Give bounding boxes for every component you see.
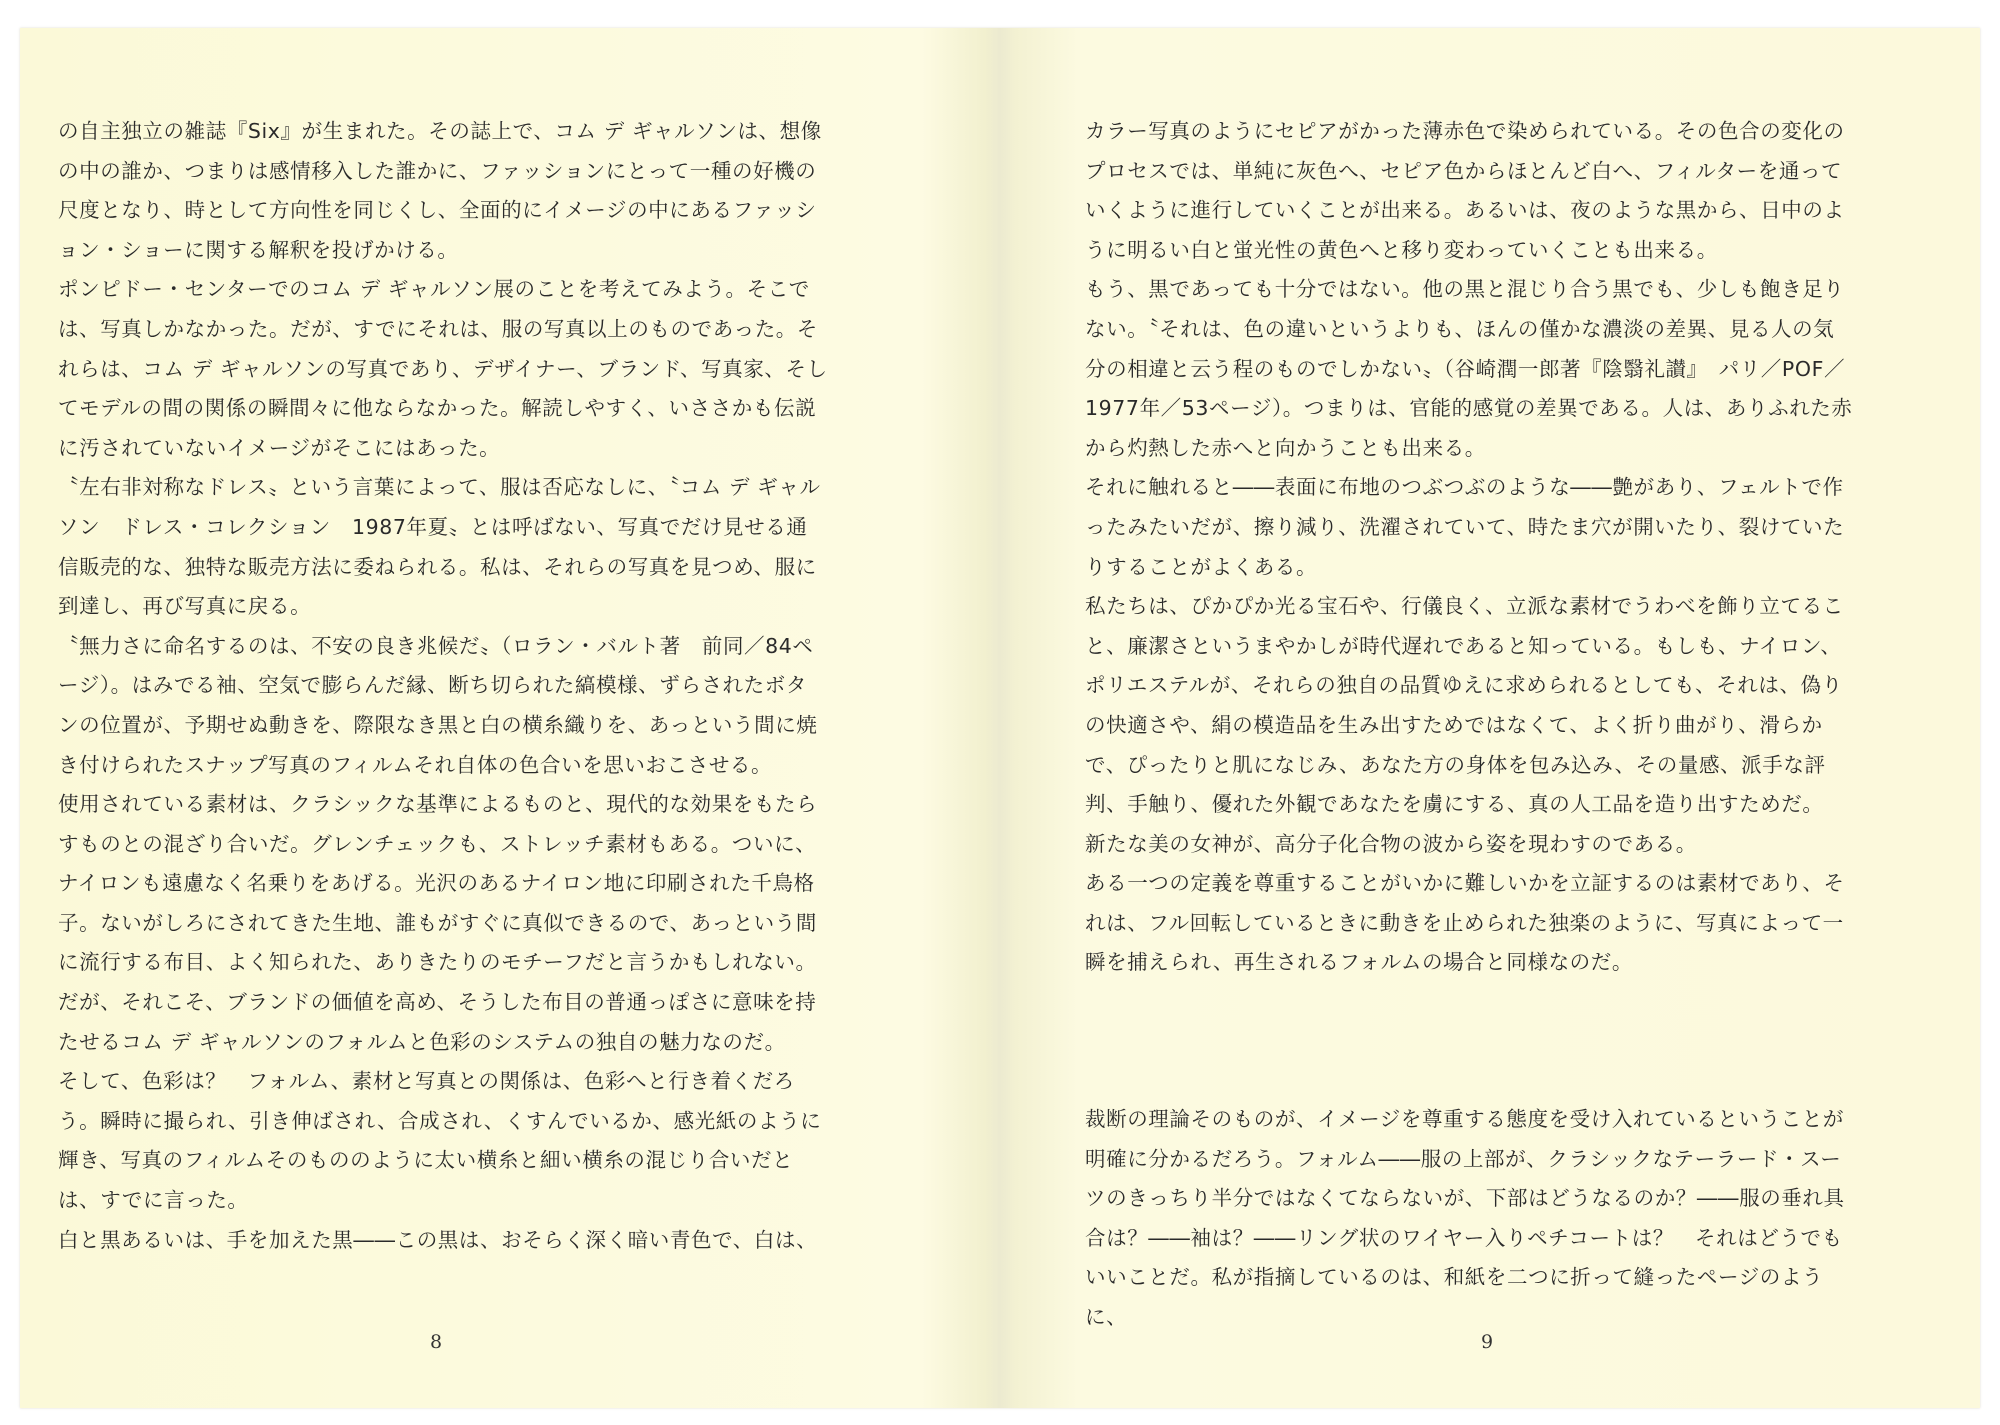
left-page xyxy=(20,28,1000,1408)
page-number: 9 xyxy=(1481,1331,1494,1353)
paragraph: 裁断の理論そのものが、イメージを尊重する態度を受け入れているということが明確に分かるだろう。フォルム――服の上部が、クラシックなテーラード・スーツのきっちり半分ではなくてならないが、下部はどうなるのか？――服の垂れ具合は？――袖は？――リング状のワイヤー入りペチコートは？ それはどうでもいいことだ。私が指摘しているのは、和紙を二つに折って縫ったページのように、 xyxy=(1085,1107,1845,1329)
paragraph: ある一つの定義を尊重することがいかに難しいかを立証するのは素材であり、それは、フル回転しているときに動きを止められた独楽のように、写真によって一瞬を捕えられ、再生されるフォルムの場合と同様なのだ。 xyxy=(1085,871,1845,975)
paragraph: 〝無力さに命名するのは、不安の良き兆候だ〟（ロラン・バルト著 前同／84ページ）。はみでる袖、空気で膨らんだ縁、断ち切られた縞模様、ずらされたボタンの位置が、予期せぬ動きを、際限なき黒と白の横糸織りを、あっという間に焼き付けられたスナップ写真のフィルムそれ自体の色合いを思いおこさせる。 xyxy=(58,633,818,777)
right-page xyxy=(1000,28,1980,1408)
paragraph: の自主独立の雑誌『Six』が生まれた。その誌上で、コム デ ギャルソンは、想像の中の誰か、つまりは感情移入した誰かに、ファッションにとって一種の好機の尺度となり、時として方向性を同じくし、全面的にイメージの中にあるファッション・ショーに関する解釈を投げかける。 xyxy=(58,119,822,262)
paragraph: 白と黒あるいは、手を加えた黒――この黒は、おそらく深く暗い青色で、白は、 xyxy=(58,1227,818,1252)
paragraph: 私たちは、ぴかぴか光る宝石や、行儀良く、立派な素材でうわべを飾り立てること、廉潔さというまやかしが時代遅れであると知っている。もしも、ナイロン、ポリエステルが、それらの独自の品質ゆえに求められるとしても、それは、偽りの快適さや、絹の模造品を生み出すためではなくて、よく折り曲がり、滑らかで、ぴったりと肌になじみ、あなた方の身体を包み込み、その量感、派手な評判、手触り、優れた外観であなたを虜にする、真の人工品を造り出すためだ。 xyxy=(1085,594,1844,817)
book-spread xyxy=(20,28,1980,1408)
paragraph: ポンピドー・センターでのコム デ ギャルソン展のことを考えてみよう。そこでは、写真しかなかった。だが、すでにそれは、服の写真以上のものであった。それらは、コム デ ギャルソンの写真であり、デザイナー、ブランド、写真家、そしてモデルの間の関係の瞬間々に他ならなかった。解読しやすく、いささかも伝説に汚されていないイメージがそこにはあった。 xyxy=(58,277,828,460)
right-page-body-lower xyxy=(1085,1100,1855,1338)
left-page-body xyxy=(58,112,828,1260)
paragraph: そして、色彩は？ フォルム、素材と写真との関係は、色彩へと行き着くだろう。瞬時に撮られ、引き伸ばされ、合成され、くすんでいるか、感光紙のように輝き、写真のフィルムそのもののように太い横糸と細い横糸の混じり合いだとは、すでに言った。 xyxy=(58,1069,822,1213)
paragraph: カラー写真のようにセピアがかった薄赤色で染められている。その色合の変化のプロセスでは、単純に灰色へ、セピア色からほとんど白へ、フィルターを通っていくように進行していくことが出来る。あるいは、夜のような黒から、日中のように明るい白と蛍光性の黄色へと移り変わっていくことも出来る。 xyxy=(1085,119,1845,262)
right-page-body-upper xyxy=(1085,112,1855,983)
paragraph: もう、黒であっても十分ではない。他の黒と混じり合う黒でも、少しも飽き足りない。〝それは、色の違いというよりも、ほんの僅かな濃淡の差異、見る人の気分の相違と云う程のものでしかない〟（谷崎潤一郎著『陰翳礼讃』 パリ／POF／1977年／53ページ）。つまりは、官能的感覚の差異である。人は、ありふれた赤から灼熱した赤へと向かうことも出来る。 xyxy=(1085,277,1853,460)
paragraph: 使用されている素材は、クラシックな基準によるものと、現代的な効果をもたらすものとの混ざり合いだ。グレンチェックも、ストレッチ素材もある。ついに、ナイロンも遠慮なく名乗りをあげる。光沢のあるナイロン地に印刷された千鳥格子。ないがしろにされてきた生地、誰もがすぐに真似できるので、あっという間に流行する布目、よく知られた、ありきたりのモチーフだと言うかもしれない。だが、それこそ、ブランドの価値を高め、そうした布目の普通っぽさに意味を持たせるコム デ ギャルソンのフォルムと色彩のシステムの独自の魅力なのだ。 xyxy=(58,792,818,1054)
paragraph: それに触れると――表面に布地のつぶつぶのような――艶があり、フェルトで作ったみたいだが、擦り減り、洗濯されていて、時たま穴が開いたり、裂けていたりすることがよくある。 xyxy=(1085,475,1845,579)
page-number: 8 xyxy=(430,1331,443,1353)
paragraph: 〝左右非対称なドレス〟という言葉によって、服は否応なしに、〝コム デ ギャルソン ドレス・コレクション 1987年夏〟とは呼ばない、写真でだけ見せる通信販売的な、独特な販売方法に委ねられる。私は、それらの写真を見つめ、服に到達し、再び写真に戻る。 xyxy=(58,475,821,619)
paragraph: 新たな美の女神が、高分子化合物の波から姿を現わすのである。 xyxy=(1085,831,1697,856)
